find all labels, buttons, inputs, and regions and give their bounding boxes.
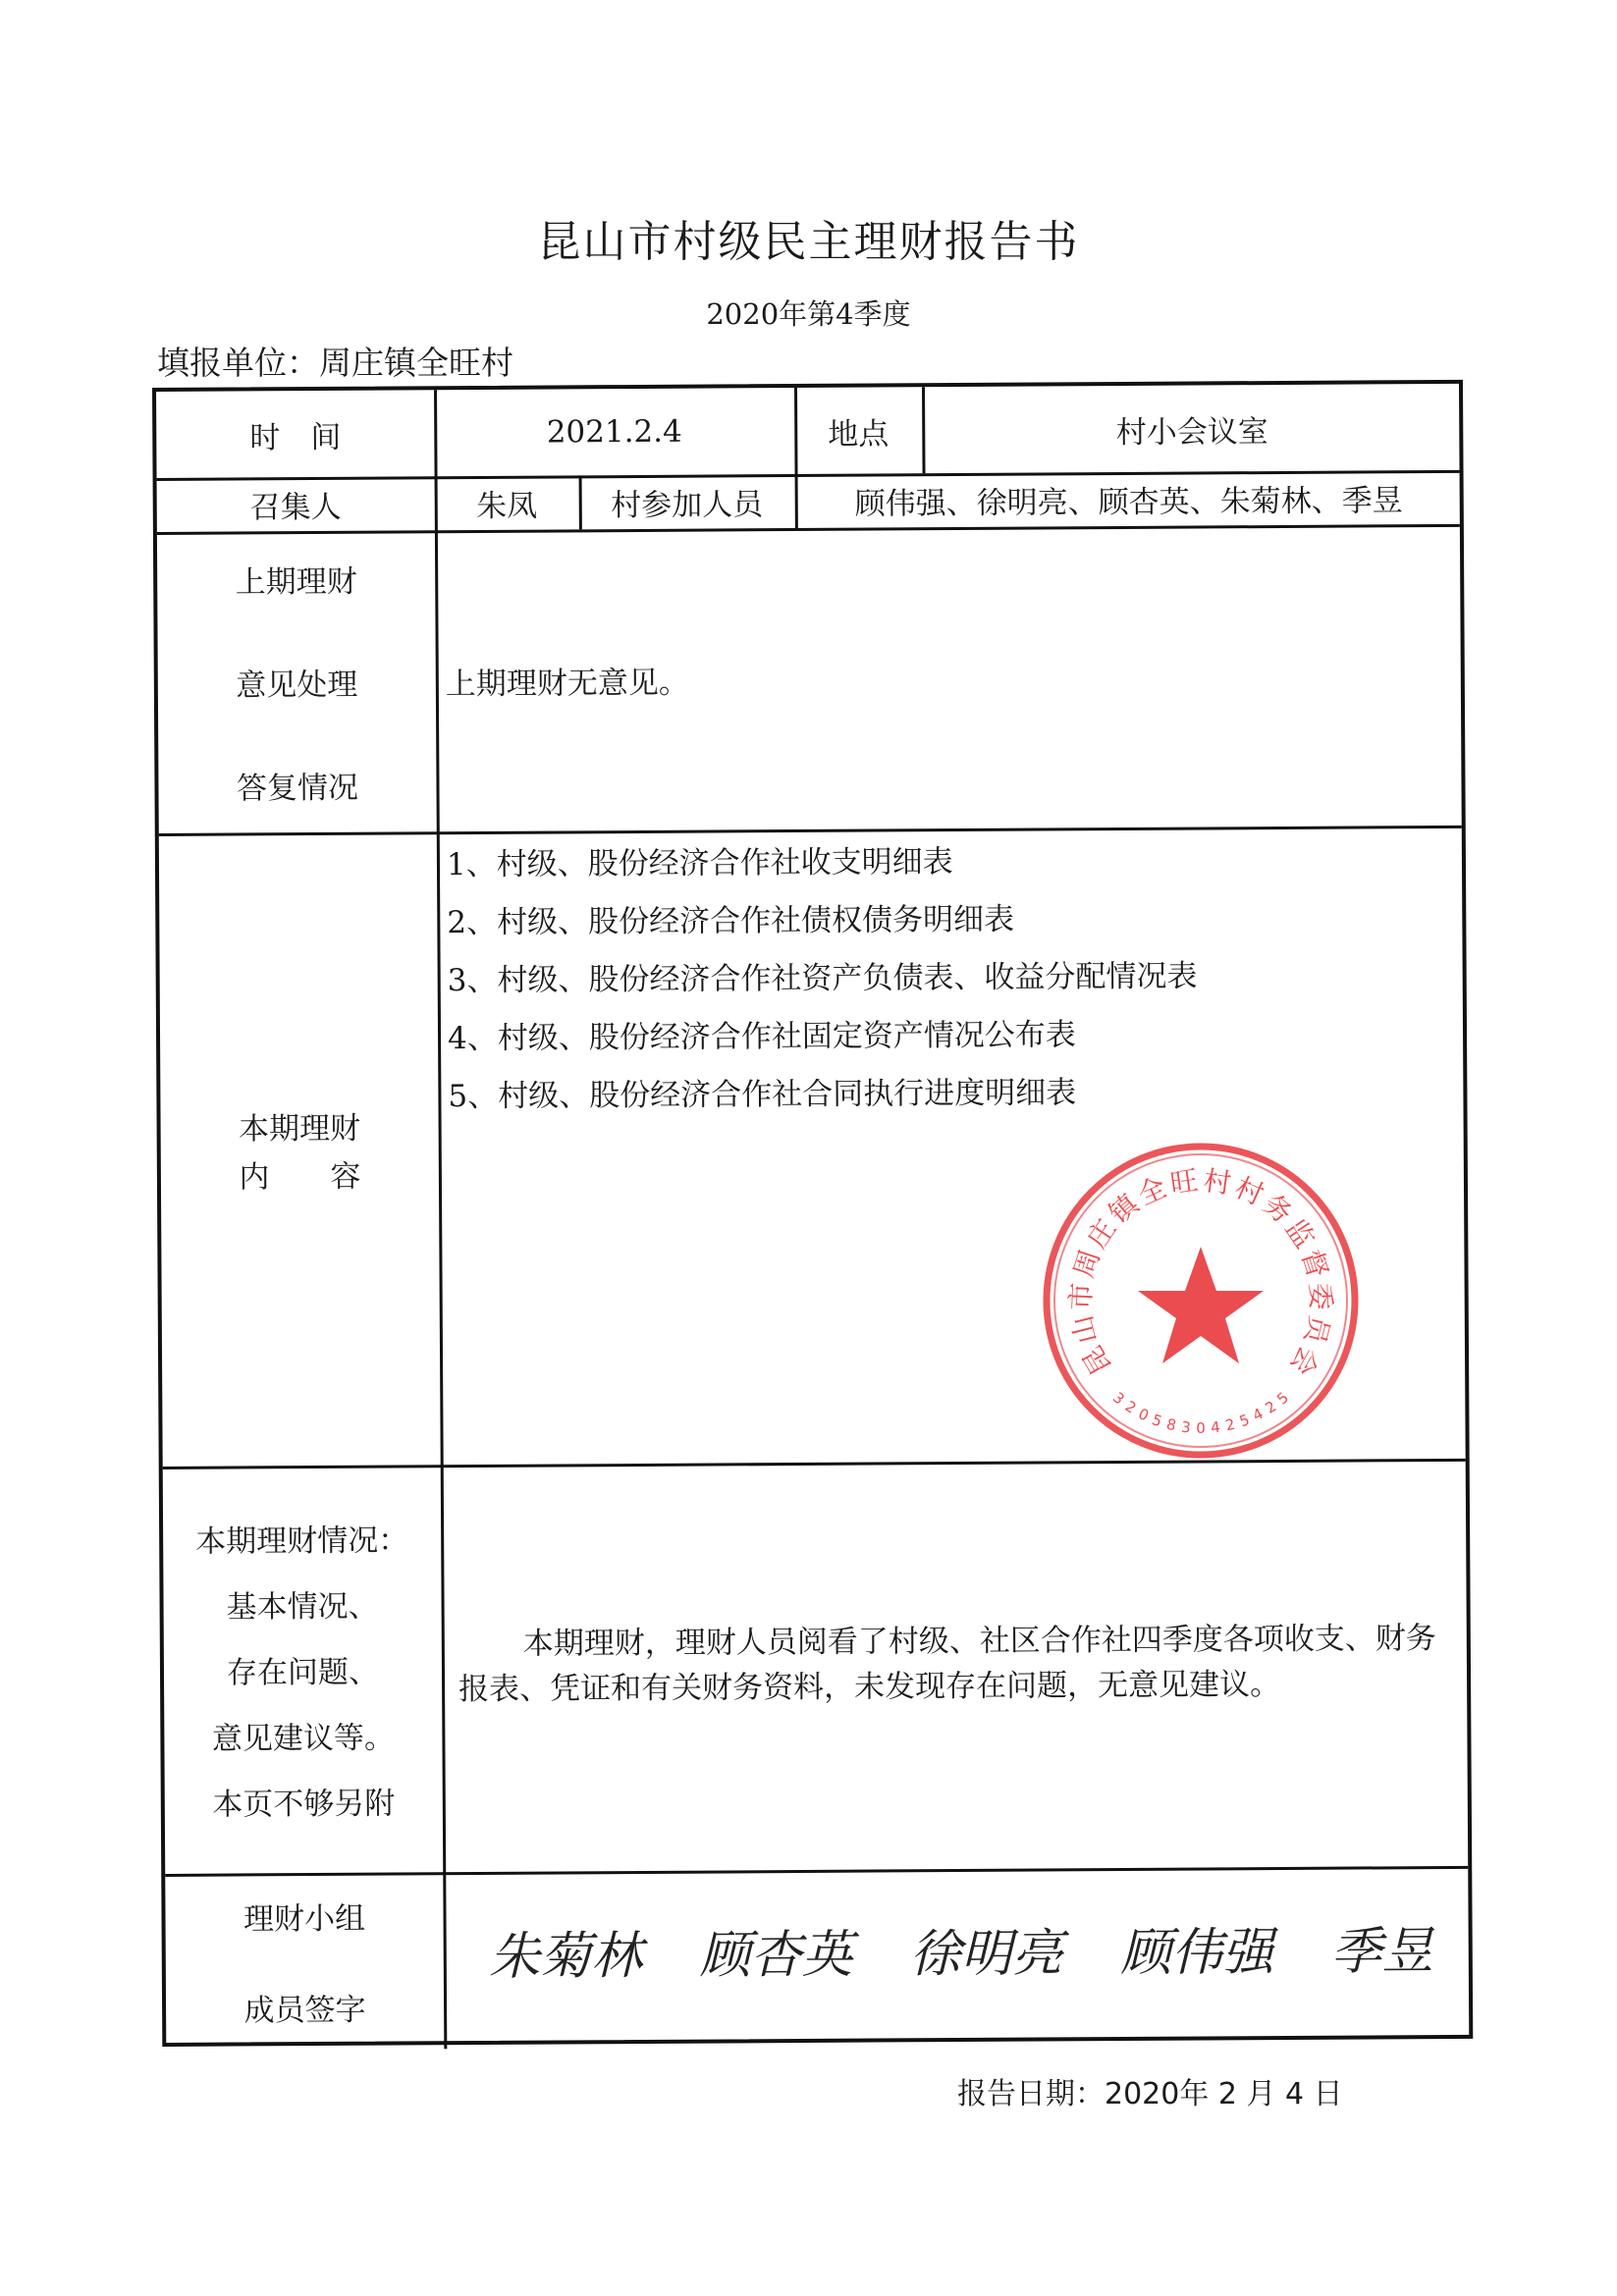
stamp-text-char: 督	[1294, 1245, 1335, 1282]
list-item: 3、村级、股份经济合作社资产负债表、收益分配情况表	[447, 958, 1198, 999]
report-date: 报告日期：2020年 2 月 4 日	[957, 2077, 1343, 2111]
label-line: 理财小组	[243, 1900, 366, 1938]
stamp-code	[1109, 1389, 1292, 1437]
signature-label	[165, 1872, 444, 2051]
place-value: 村小会议室	[1115, 413, 1268, 451]
time-value: 2021.2.4	[546, 413, 682, 451]
label-line: 本期理财情况：	[195, 1522, 409, 1560]
label-line: 成员签字	[243, 1992, 366, 2029]
signatures	[460, 1920, 1462, 1989]
document-title: 昆山市村级民主理财报告书	[537, 217, 1080, 267]
stamp-text-char: 庄	[1080, 1212, 1123, 1255]
label-line: 内 容	[239, 1158, 361, 1195]
stamp-code-char: 5	[1149, 1411, 1165, 1431]
prev-opinion-content: 上期理财无意见。	[445, 665, 689, 703]
prev-opinion-label	[157, 530, 437, 833]
stamp-code-char: 4	[1249, 1405, 1267, 1425]
situation-label	[163, 1465, 444, 1874]
stamp-text-char: 村	[1230, 1170, 1269, 1212]
stamp-text-char: 周	[1066, 1245, 1107, 1282]
time-label: 时 间	[249, 419, 342, 455]
signature: 朱菊林	[488, 1926, 643, 1987]
list-item: 2、村级、股份经济合作社债权债务明细表	[447, 901, 1015, 941]
document-subtitle: 2020年第4季度	[706, 297, 911, 331]
stamp-text-char: 会	[1283, 1340, 1325, 1381]
stamp-text-char: 员	[1298, 1311, 1336, 1348]
label-line: 意见建议等。	[211, 1720, 396, 1757]
stamp-text-char: 全	[1132, 1170, 1171, 1212]
label-line: 上期理财	[235, 563, 357, 601]
stamp-text-char: 监	[1278, 1212, 1321, 1255]
label-line: 答复情况	[236, 770, 359, 807]
signature: 徐明亮	[909, 1924, 1063, 1985]
reporting-unit: 填报单位：周庄镇全旺村	[157, 344, 513, 382]
stamp-code-char: 5	[1236, 1411, 1253, 1431]
list-item: 4、村级、股份经济合作社固定资产情况公布表	[447, 1017, 1076, 1057]
convener-label: 召集人	[249, 489, 342, 526]
stamp-text-char: 镇	[1103, 1187, 1145, 1231]
label-line: 意见处理	[236, 667, 358, 704]
stamp-text-char: 务	[1257, 1187, 1299, 1231]
attendees-value: 顾伟强、徐明亮、顾杏英、朱菊林、季昱	[854, 483, 1403, 522]
label-line: 本期理财	[239, 1110, 361, 1147]
convener-value: 朱凤	[476, 488, 538, 524]
stamp-code-char: 2	[1223, 1415, 1237, 1435]
label-line: 存在问题、	[226, 1654, 380, 1691]
attendees-label: 村参加人员	[611, 487, 764, 524]
stamp-text-char: 市	[1064, 1282, 1099, 1311]
place-label: 地点	[828, 415, 889, 453]
stamp-code-char: 3	[1180, 1417, 1192, 1437]
stamp-text-char: 旺	[1167, 1163, 1201, 1201]
current-content-label	[159, 831, 441, 1467]
stamp-code-char: 2	[1262, 1397, 1280, 1417]
stamp-text-char: 山	[1065, 1311, 1104, 1348]
stamp-code-char: 2	[1121, 1397, 1140, 1417]
list-item: 1、村级、股份经济合作社收支明细表	[446, 844, 953, 883]
signature: 顾伟强	[1119, 1923, 1274, 1984]
stamp-code-char: 0	[1196, 1419, 1206, 1437]
stamp-text-char: 昆	[1076, 1340, 1118, 1381]
signature: 顾杏英	[699, 1925, 853, 1986]
stamp-code-char: 0	[1135, 1405, 1153, 1425]
label-line: 基本情况、	[226, 1588, 379, 1626]
current-content-list	[447, 832, 1199, 1127]
situation-content: 本期理财，理财人员阅看了村级、社区合作社四季度各项收支、财务报表、凭证和有关财务资料，未发现存在问题，无意见建议。	[458, 1621, 1436, 1708]
stamp-code-char: 3	[1108, 1388, 1128, 1409]
stamp-text-char: 村	[1201, 1163, 1234, 1201]
signature: 季昱	[1330, 1922, 1433, 1982]
official-seal-stamp	[1039, 1139, 1363, 1463]
star-icon	[1138, 1247, 1264, 1363]
stamp-code-char: 8	[1164, 1415, 1178, 1435]
stamp-code-char: 4	[1210, 1417, 1221, 1437]
stamp-text-char: 委	[1303, 1282, 1337, 1311]
stamp-code-char: 5	[1273, 1388, 1293, 1409]
list-item: 5、村级、股份经济合作社合同执行进度明细表	[448, 1075, 1077, 1115]
label-line: 本页不够另附	[212, 1786, 396, 1823]
